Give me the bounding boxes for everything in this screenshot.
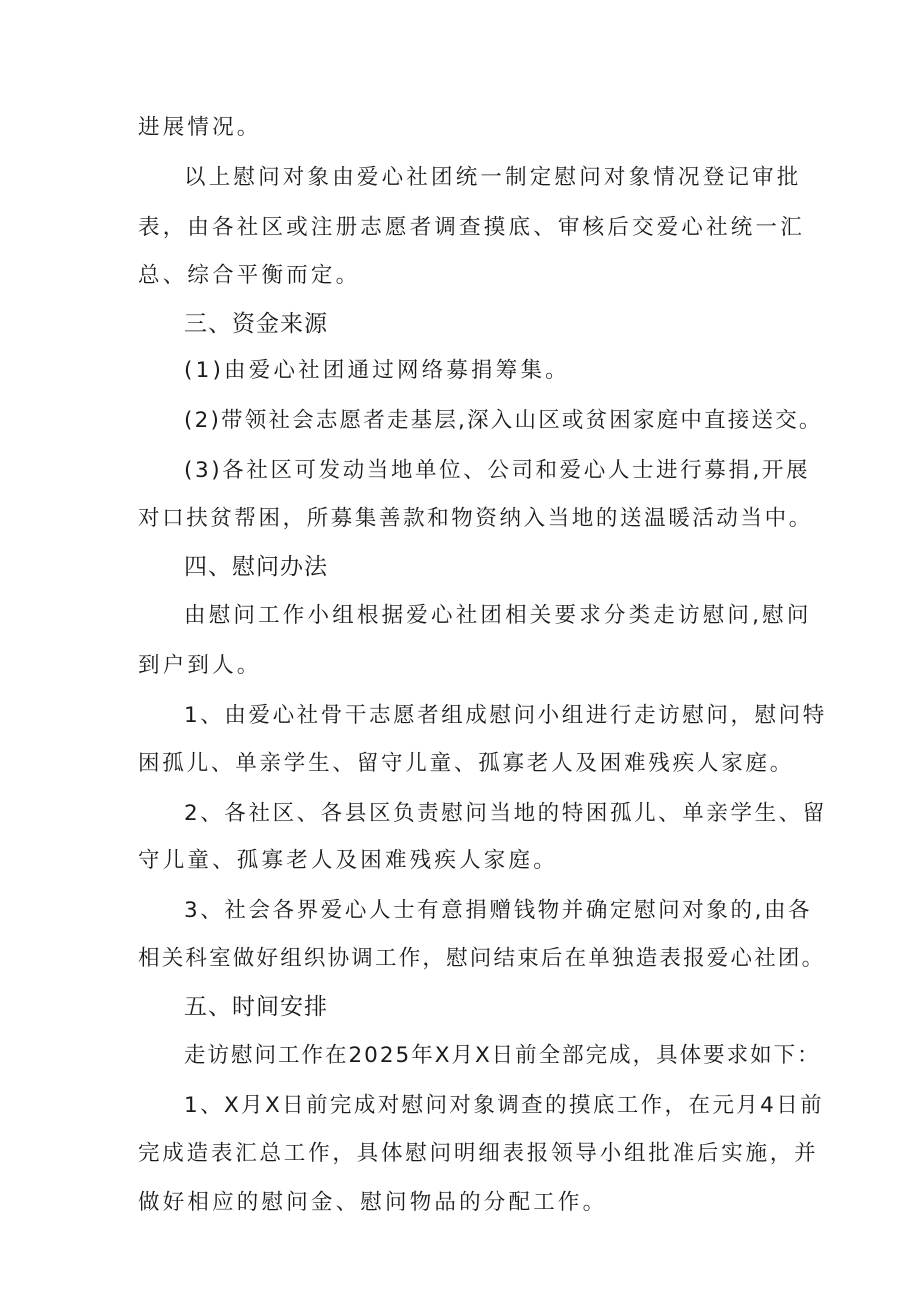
paragraph-line: 进展情况。 <box>138 115 262 140</box>
paragraph-line: (3)各社区可发动当地单位、公司和爱心人士进行募捐,开展 <box>184 458 811 483</box>
paragraph-line: 表，由各社区或注册志愿者调查摸底、审核后交爱心社统一汇 <box>138 215 805 240</box>
paragraph-line: 到户到人。 <box>138 653 262 678</box>
paragraph-line: 完成造表汇总工作，具体慰问明细表报领导小组批准后实施，并 <box>138 1141 819 1166</box>
paragraph-line: 做好相应的慰问金、慰问物品的分配工作。 <box>138 1190 608 1215</box>
paragraph-line: 3、社会各界爱心人士有意捐赠钱物并确定慰问对象的,由各 <box>184 898 813 923</box>
paragraph-line: (1)由爱心社团通过网络募捐筹集。 <box>184 358 570 383</box>
section-heading: 五、时间安排 <box>184 994 328 1020</box>
paragraph-line: (2)带领社会志愿者走基层,深入山区或贫困家庭中直接送交。 <box>184 408 823 433</box>
section-heading: 三、资金来源 <box>184 311 328 337</box>
paragraph-line: 相关科室做好组织协调工作，慰问结束后在单独造表报爱心社团。 <box>138 946 826 971</box>
paragraph-line: 对口扶贫帮困，所募集善款和物资纳入当地的送温暖活动当中。 <box>138 506 813 531</box>
paragraph-line: 由慰问工作小组根据爱心社团相关要求分类走访慰问,慰问 <box>184 603 812 628</box>
paragraph-line: 1、由爱心社骨干志愿者组成慰问小组进行走访慰问，慰问特 <box>184 703 827 728</box>
paragraph-line: 走访慰问工作在2025年X月X日前全部完成，具体要求如下： <box>184 1043 821 1068</box>
section-heading: 四、慰问办法 <box>184 554 328 580</box>
paragraph-line: 总、综合平衡而定。 <box>138 263 361 288</box>
paragraph-line: 2、各社区、各县区负责慰问当地的特困孤儿、单亲学生、留 <box>184 801 827 826</box>
paragraph-line: 守儿童、孤寡老人及困难残疾人家庭。 <box>138 848 558 873</box>
paragraph-line: 困孤儿、单亲学生、留守儿童、孤寡老人及困难残疾人家庭。 <box>138 751 795 776</box>
paragraph-line: 1、X月X日前完成对慰问对象调查的摸底工作，在元月4日前 <box>184 1093 825 1118</box>
paragraph-line: 以上慰问对象由爱心社团统一制定慰问对象情况登记审批 <box>184 165 802 190</box>
